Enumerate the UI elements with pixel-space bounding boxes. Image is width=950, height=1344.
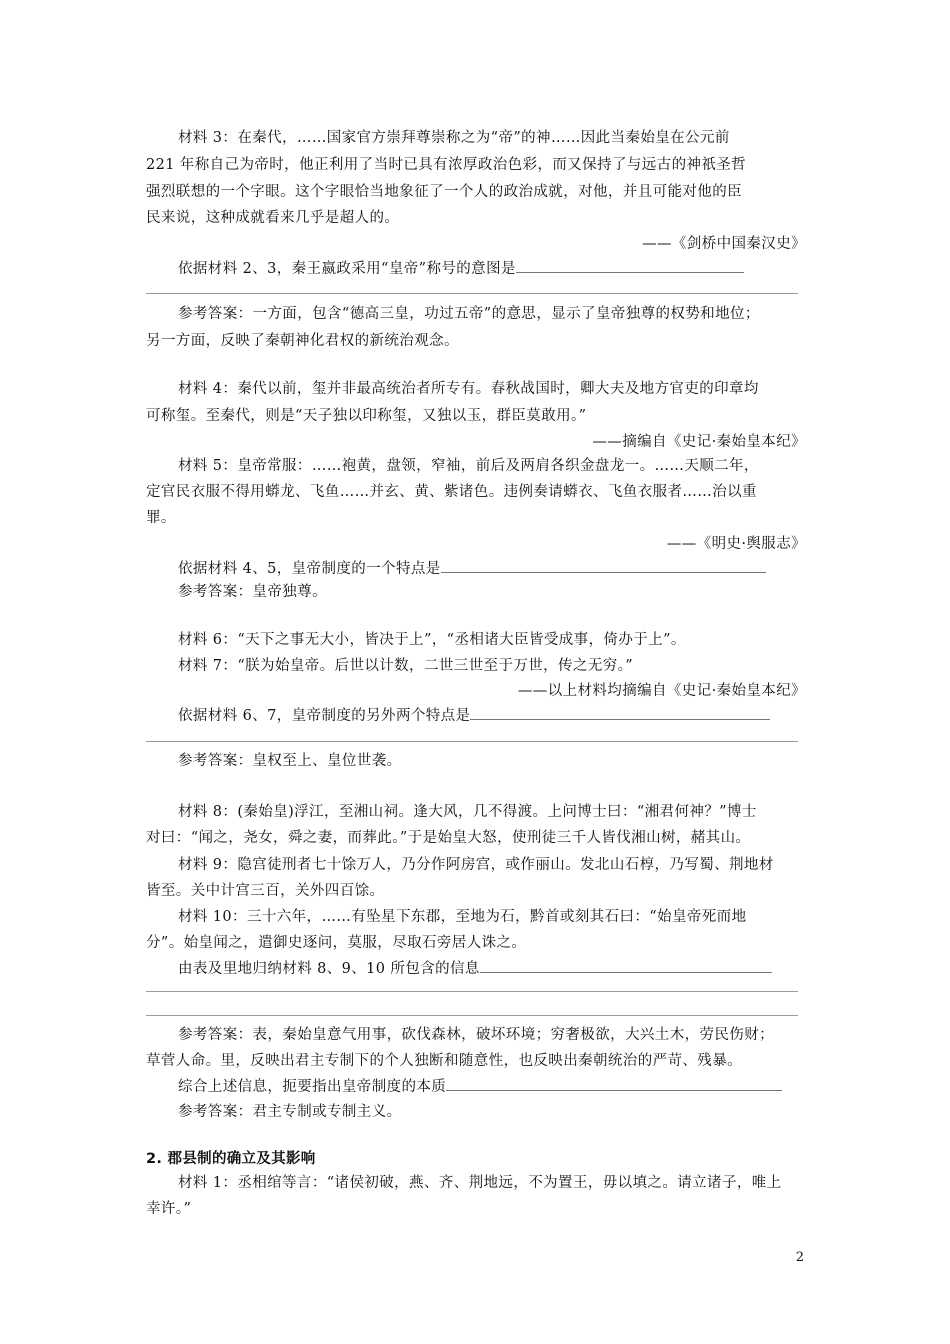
material-6: 材料 6：“天下之事无大小，皆决于上”，“丞相诸大臣皆受成事，倚办于上”。 <box>178 632 686 648</box>
answer-5: 参考答案：君主专制或专制主义。 <box>178 1104 402 1120</box>
material-8-line-2: 对曰：“闻之，尧女，舜之妻，而葬此。”于是始皇大怒，使刑徒三千人皆伐湘山树，赭其山。 <box>146 830 751 846</box>
answer-1-line-2: 另一方面，反映了秦朝神化君权的新统治观念。 <box>146 333 459 349</box>
question-5 <box>178 1076 782 1097</box>
material-10-line-1: 材料 10：三十六年，……有坠星下东郡，至地为石，黔首或刻其石曰：“始皇帝死而地 <box>178 909 747 925</box>
answer-blank[interactable] <box>441 558 766 573</box>
material-3-line-1: 材料 3：在秦代，……国家官方崇拜尊崇称之为“帝”的神……因此当秦始皇在公元前 <box>178 130 730 146</box>
section-2-material-1-line-1: 材料 1：丞相绾等言：“诸侯初破，燕、齐、荆地远，不为置王，毋以填之。请立诸子，唯上 <box>178 1175 782 1191</box>
question-1 <box>178 258 744 279</box>
material-3-line-2: 221 年称自己为帝时，他正利用了当时已具有浓厚政治色彩，而又保持了与远古的神祇圣哲 <box>146 157 747 173</box>
material-5-line-3: 罪。 <box>146 510 176 526</box>
question-1-text: 依据材料 2、3，秦王嬴政采用“皇帝”称号的意图是 <box>178 261 516 277</box>
material-5-line-2: 定官民衣服不得用蟒龙、飞鱼……并玄、黄、紫诸色。违例奏请蟒衣、飞鱼衣服者……治以重 <box>146 484 757 500</box>
material-5-line-1: 材料 5：皇帝常服：……袍黄，盘领，窄袖，前后及两肩各织金盘龙一。……天顺二年， <box>178 458 759 474</box>
answer-line[interactable] <box>146 1015 798 1016</box>
material-3-source: ——《剑桥中国秦汉史》 <box>642 236 806 252</box>
question-5-text: 综合上述信息，扼要指出皇帝制度的本质 <box>178 1079 447 1095</box>
material-4-line-2: 可称玺。至秦代，则是“天子独以印称玺，又独以玉，群臣莫敢用。” <box>146 408 587 424</box>
material-3-line-4: 民来说，这种成就看来几乎是超人的。 <box>146 210 400 226</box>
question-4-text: 由表及里地归纳材料 8、9、10 所包含的信息 <box>178 961 480 977</box>
material-5-source: ——《明史·舆服志》 <box>666 536 806 552</box>
answer-blank[interactable] <box>516 258 744 273</box>
answer-blank[interactable] <box>470 705 770 720</box>
question-2-text: 依据材料 4、5，皇帝制度的一个特点是 <box>178 561 441 577</box>
question-4 <box>178 958 772 979</box>
material-9-line-2: 皆至。关中计宫三百，关外四百馀。 <box>146 883 385 899</box>
answer-blank[interactable] <box>446 1076 782 1091</box>
answer-line[interactable] <box>146 293 798 294</box>
answer-2: 参考答案：皇帝独尊。 <box>178 584 327 600</box>
question-3-text: 依据材料 6、7，皇帝制度的另外两个特点是 <box>178 708 471 724</box>
answer-4-line-2: 草菅人命。里，反映出君主专制下的个人独断和随意性，也反映出秦朝统治的严苛、残暴。 <box>146 1053 742 1069</box>
question-2 <box>178 558 766 579</box>
answer-1-line-1: 参考答案：一方面，包含“德高三皇，功过五帝”的意思，显示了皇帝独尊的权势和地位； <box>178 306 760 322</box>
material-9-line-1: 材料 9：隐宫徒刑者七十馀万人，乃分作阿房宫，或作丽山。发北山石椁，乃写蜀、荆地材 <box>178 857 774 873</box>
material-7: 材料 7：“朕为始皇帝。后世以计数，二世三世至于万世，传之无穷。” <box>178 658 634 674</box>
answer-blank[interactable] <box>480 958 772 973</box>
question-3 <box>178 705 770 726</box>
material-4-line-1: 材料 4：秦代以前，玺并非最高统治者所专有。春秋战国时，卿大夫及地方官吏的印章均 <box>178 381 759 397</box>
page-number: 2 <box>795 1250 804 1265</box>
answer-4-line-1: 参考答案：表，秦始皇意气用事，砍伐森林，破坏环境；穷奢极欲，大兴土木，劳民伤财； <box>178 1027 774 1043</box>
section-2-material-1-line-2: 幸许。” <box>146 1201 192 1217</box>
material-8-line-1: 材料 8：(秦始皇)浮江，至湘山祠。逢大风，几不得渡。上问博士曰：“湘君何神？”博士 <box>178 804 757 820</box>
material-3-line-3: 强烈联想的一个字眼。这个字眼恰当地象征了一个人的政治成就，对他，并且可能对他的臣 <box>146 184 742 200</box>
material-4-source: ——摘编自《史记·秦始皇本纪》 <box>592 434 806 450</box>
answer-3: 参考答案：皇权至上、皇位世袭。 <box>178 753 402 769</box>
materials-6-7-source: ——以上材料均摘编自《史记·秦始皇本纪》 <box>517 683 806 699</box>
material-10-line-2: 分”。始皇闻之，遣御史逐问，莫服，尽取石旁居人诛之。 <box>146 935 527 951</box>
section-2-heading: 2. 郡县制的确立及其影响 <box>146 1151 316 1167</box>
answer-line[interactable] <box>146 991 798 992</box>
answer-line[interactable] <box>146 741 798 742</box>
